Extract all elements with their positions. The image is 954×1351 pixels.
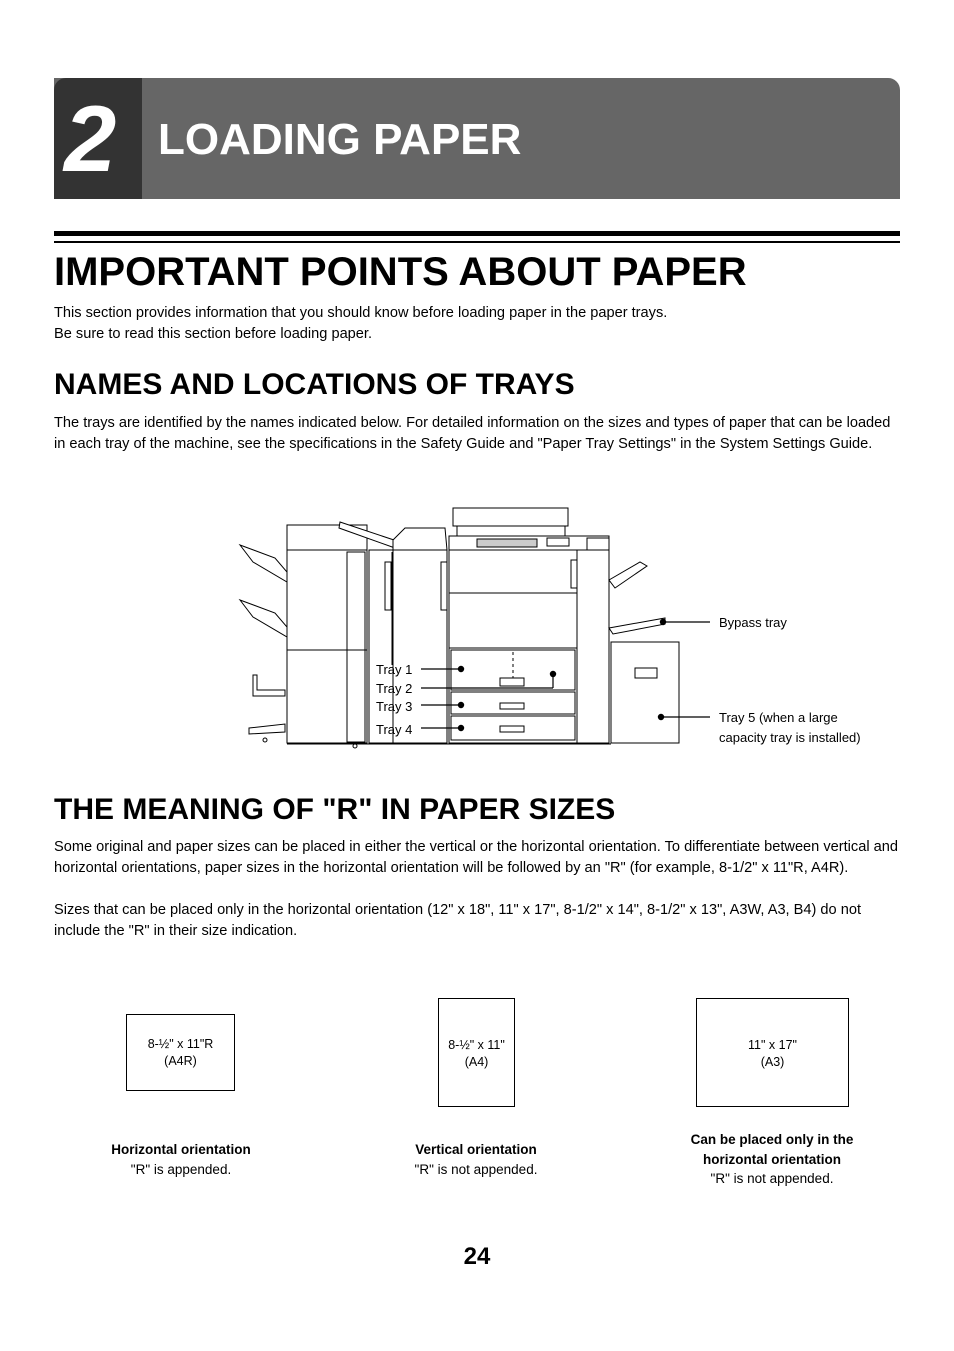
- caption-text: "R" is not appended.: [710, 1171, 834, 1186]
- page-number: 24: [463, 1243, 491, 1270]
- r-section-body-2: Sizes that can be placed only in the horizontal orientation (12" x 18", 11" x 17", 8-1/2" x 14", 8-1/2" x 13", A3W, A3, B4) do not include the "R" in their size indication.: [54, 902, 862, 939]
- paper-metric-label: (A4R): [164, 1054, 197, 1068]
- caption-bold: Vertical orientation: [415, 1142, 537, 1157]
- label-tray-5-line-2: capacity tray is installed): [719, 730, 861, 745]
- r-section-heading: THE MEANING OF "R" IN PAPER SIZES: [54, 793, 616, 826]
- paper-metric-label: (A3): [760, 1055, 785, 1069]
- label-tray-2: Tray 2: [376, 681, 413, 696]
- intro-line-2: Be sure to read this section before loading paper.: [54, 326, 373, 342]
- r-section-body-1: Some original and paper sizes can be placed in either the vertical or the horizontal orientation. To differentiate between vertical and horizontal orientations, paper sizes in the horizontal orientation will be followed by an "R" (for example, 8-1/2" x 11"R, A4R).: [54, 839, 898, 876]
- caption-horizontal: [81, 1140, 281, 1179]
- caption-vertical: [376, 1140, 576, 1179]
- trays-body: The trays are identified by the names indicated below. For detailed information on the sizes and types of paper that can be loaded in each tray of the machine, see the specifications in the Safety Guide and "Paper Tray Settings" in the System Settings Guide.: [54, 415, 891, 452]
- caption-bold-1: Can be placed only in the: [690, 1132, 854, 1147]
- caption-bold-2: horizontal orientation: [703, 1151, 841, 1167]
- trays-heading: NAMES AND LOCATIONS OF TRAYS: [54, 368, 575, 401]
- chapter-banner: [54, 78, 900, 199]
- chapter-number-box: [54, 78, 142, 199]
- caption-text: "R" is not appended.: [414, 1161, 538, 1177]
- intro-line-1: This section provides information that you should know before loading paper in the paper trays.: [54, 305, 668, 321]
- paper-metric-label: (A4): [464, 1055, 489, 1069]
- paper-example-horizontal: [126, 1014, 235, 1091]
- paper-example-horizontal-only: [696, 998, 849, 1107]
- label-tray-4: Tray 4: [376, 722, 413, 737]
- label-tray-3: Tray 3: [376, 699, 413, 714]
- paper-size-label: 8-½" x 11"R: [147, 1037, 214, 1051]
- label-tray-1: Tray 1: [376, 662, 413, 677]
- label-tray-5-line-1: Tray 5 (when a large: [719, 710, 838, 725]
- section-title: IMPORTANT POINTS ABOUT PAPER: [54, 250, 747, 294]
- paper-size-label: 11" x 17": [748, 1038, 797, 1052]
- section-divider-thick: [54, 231, 900, 236]
- caption-bold: Horizontal orientation: [111, 1142, 251, 1157]
- chapter-title: LOADING PAPER: [158, 115, 522, 164]
- caption-horizontal-only: [662, 1130, 882, 1189]
- paper-example-vertical: [438, 998, 515, 1107]
- machine-diagram: [235, 500, 895, 755]
- label-bypass-tray: Bypass tray: [719, 615, 787, 630]
- chapter-number: 2: [64, 86, 117, 191]
- paper-size-label: 8-½" x 11": [448, 1038, 505, 1052]
- caption-text: "R" is appended.: [130, 1161, 232, 1177]
- section-divider-thin: [54, 241, 900, 243]
